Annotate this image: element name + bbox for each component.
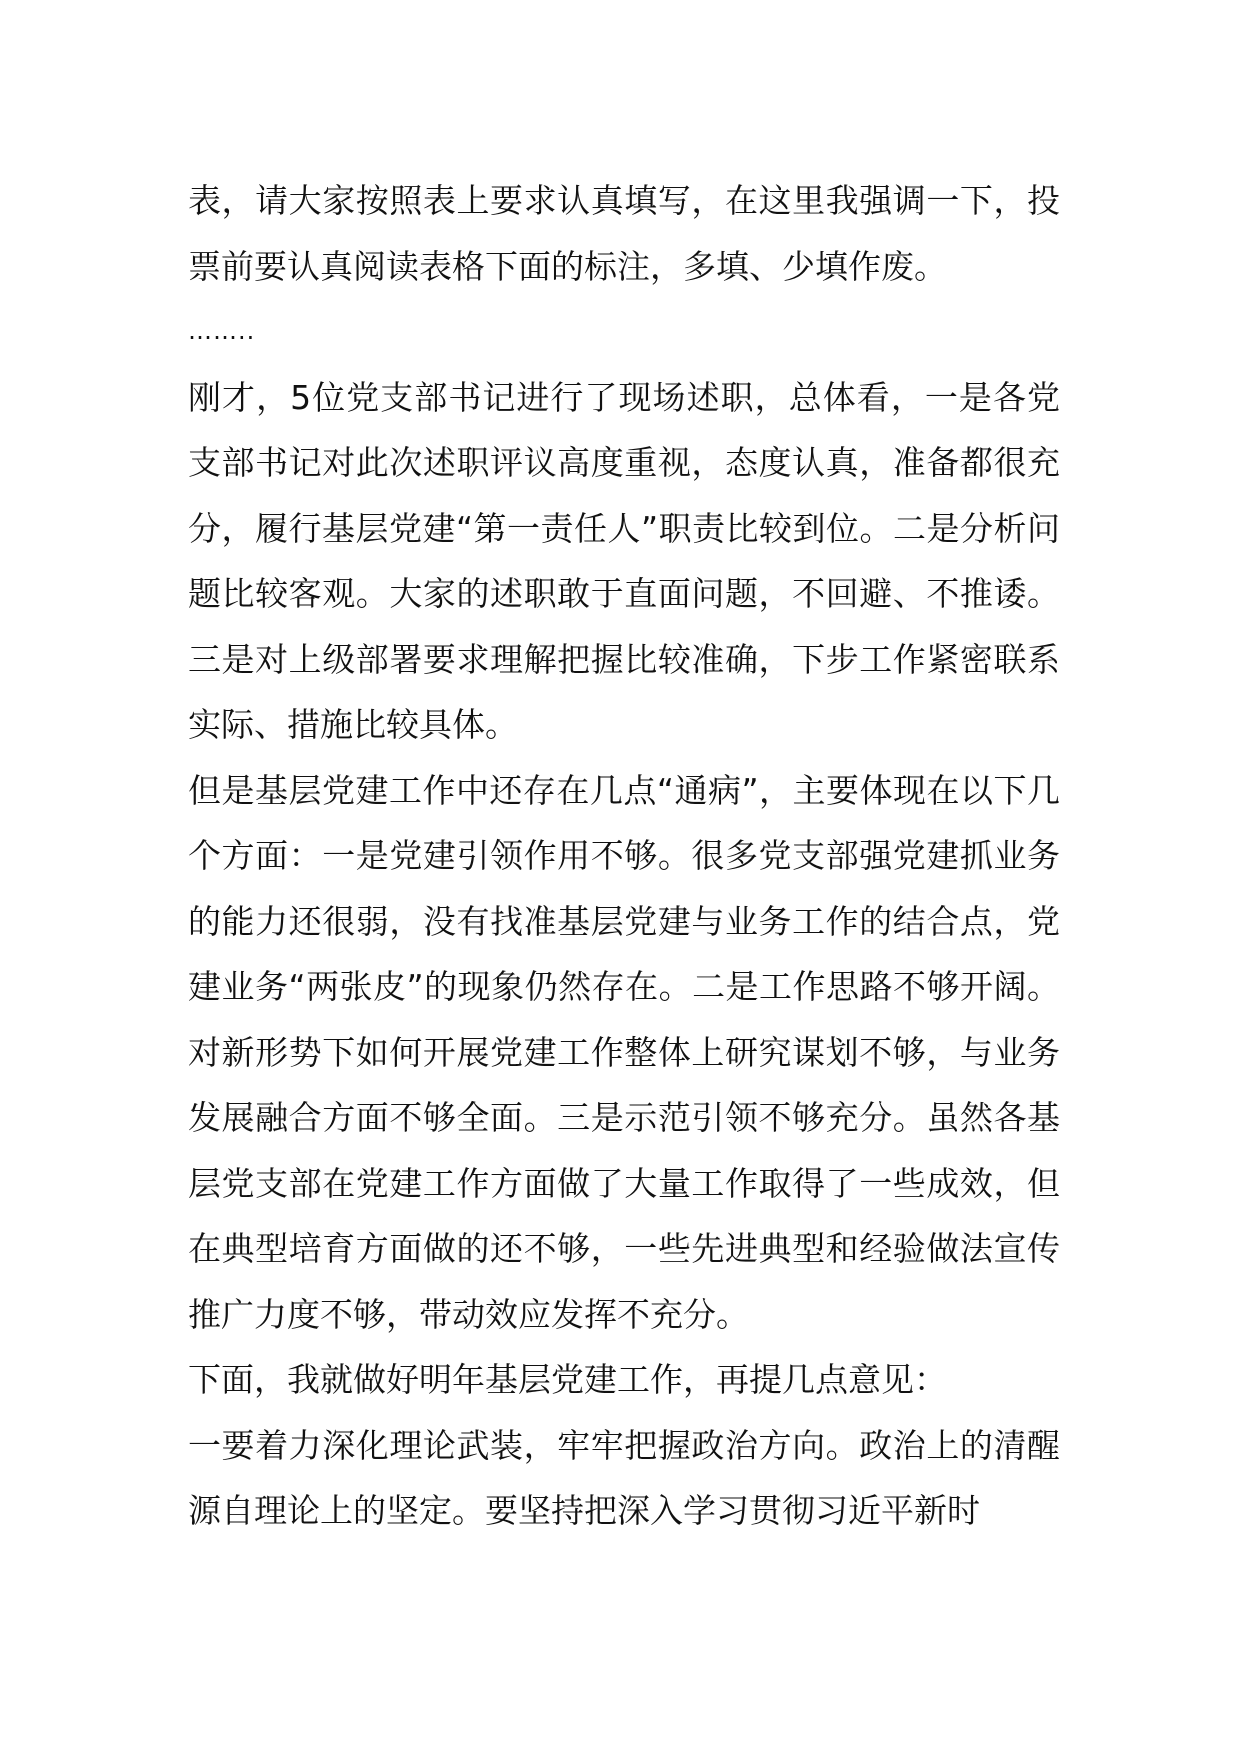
paragraph-common-problems: 但是基层党建工作中还存在几点“通病”，主要体现在以下几个方面：一是党建引领作用不够。很多党支部强党建抓业务的能力还很弱，没有找准基层党建与业务工作的结合点，党建业务“两张皮”的现象仍然存在。二是工作思路不够开阔。对新形势下如何开展党建工作整体上研究谋划不够，与业务发展融合方面不够全面。三是示范引领不够充分。虽然各基层党支部在党建工作方面做了大量工作取得了一些成效，但在典型培育方面做的还不够，一些先进典型和经验做法宣传推广力度不够，带动效应发挥不充分。: [188, 770, 1060, 1334]
document-body: [188, 168, 1060, 1544]
paragraph-opinions-intro: 下面，我就做好明年基层党建工作，再提几点意见：: [188, 1360, 947, 1399]
paragraph-first-opinion: 一要着力深化理论武装，牢牢把握政治方向。政治上的清醒源自理论上的坚定。要坚持把深入学习贯彻习近平新时: [188, 1425, 1060, 1530]
paragraph-review-summary: 刚才，5位党支部书记进行了现场述职，总体看，一是各党支部书记对此次述职评议高度重视，态度认真，准备都很充分，履行基层党建“第一责任人”职责比较到位。二是分析问题比较客观。大家的述职敢于直面问题，不回避、不推诿。三是对上级部署要求理解把握比较准确，下步工作紧密联系实际、措施比较具体。: [188, 377, 1060, 744]
paragraph-voting-instructions: 表，请大家按照表上要求认真填写，在这里我强调一下，投票前要认真阅读表格下面的标注，多填、少填作废。: [188, 181, 1060, 286]
paragraph-ellipsis: ……..: [188, 317, 256, 345]
